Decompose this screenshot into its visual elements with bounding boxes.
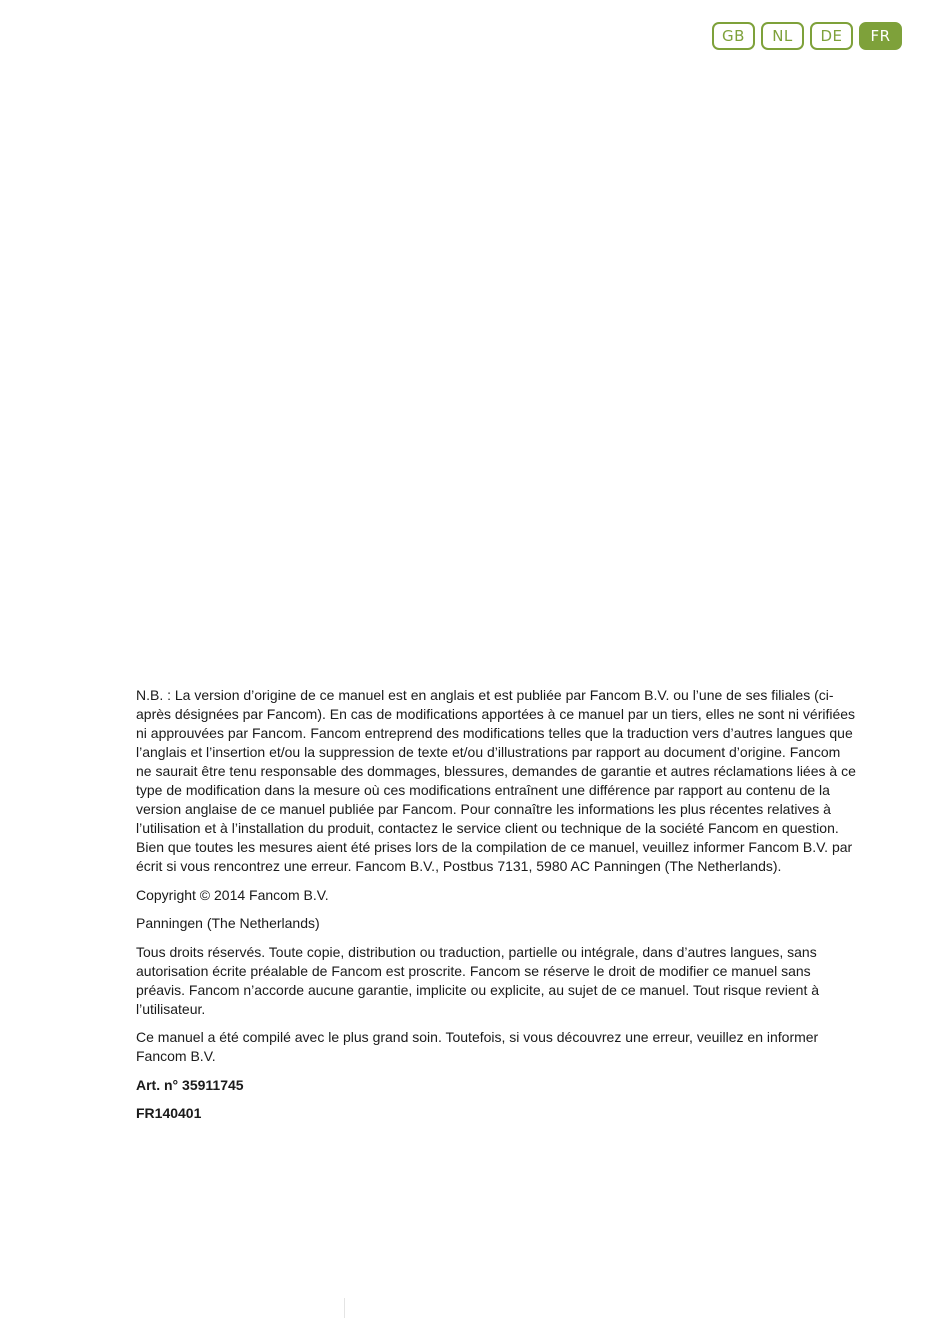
lang-tab-gb[interactable]: GB (712, 22, 755, 50)
location-line: Panningen (The Netherlands) (136, 915, 320, 931)
lang-tab-nl[interactable]: NL (761, 22, 804, 50)
copyright-line: Copyright © 2014 Fancom B.V. (136, 886, 329, 903)
article-number: Art. n° 35911745 (136, 1076, 244, 1093)
language-tabs (712, 22, 902, 50)
lang-tab-de[interactable]: DE (810, 22, 853, 50)
nb-paragraph: N.B. : La version d’origine de ce manuel est en anglais et est publiée par Fancom B.V. ou l’une de ses filiales (ci-après désignées par Fancom). En cas de modifications apportées à ce manuel par un tiers, elles ne sont ni vérifiées ni approuvées par Fancom. Fancom entreprend des modifications telles que la traduction vers d’autres langues que l’anglais et l’insertion et/ou la suppression de texte et/ou d’illustrations par rapport au document d’origine. Fancom ne saurait être tenu responsable des dommages, blessures, demandes de garantie et autres réclamations liées à ce type de modification dans la mesure où ces modifications entraînent une différence par rapport au contenu de la version anglaise de ce manuel publiée par Fancom. Pour connaître les informations les plus récentes relatives à l’utilisation et à l’installation du produit, contactez le service client ou technique de la société Fancom en question. Bien que toutes les mesures aient été prises lors de la compilation de ce manuel, veuillez informer Fancom B.V. par écrit si vous rencontrez une erreur. Fancom B.V., Postbus 7131, 5980 AC Panningen (The Netherlands). (136, 687, 856, 874)
rights-paragraph: Tous droits réservés. Toute copie, distribution ou traduction, partielle ou intégrale, dans d’autres langues, sans autorisation écrite préalable de Fancom est proscrite. Fancom se réserve le droit de modifier ce manuel sans préavis. Fancom n’accorde aucune garantie, implicite ou explicite, au sujet de ce manuel. Tout risque revient à l’utilisateur. (136, 943, 820, 1017)
document-code: FR140401 (136, 1105, 202, 1121)
care-paragraph: Ce manuel a été compilé avec le plus grand soin. Toutefois, si vous découvrez une erreur, veuillez en informer Fancom B.V. (136, 1029, 819, 1064)
legal-notice (136, 686, 858, 1133)
lang-tab-fr[interactable]: FR (859, 22, 902, 50)
footer-divider (344, 1298, 345, 1318)
